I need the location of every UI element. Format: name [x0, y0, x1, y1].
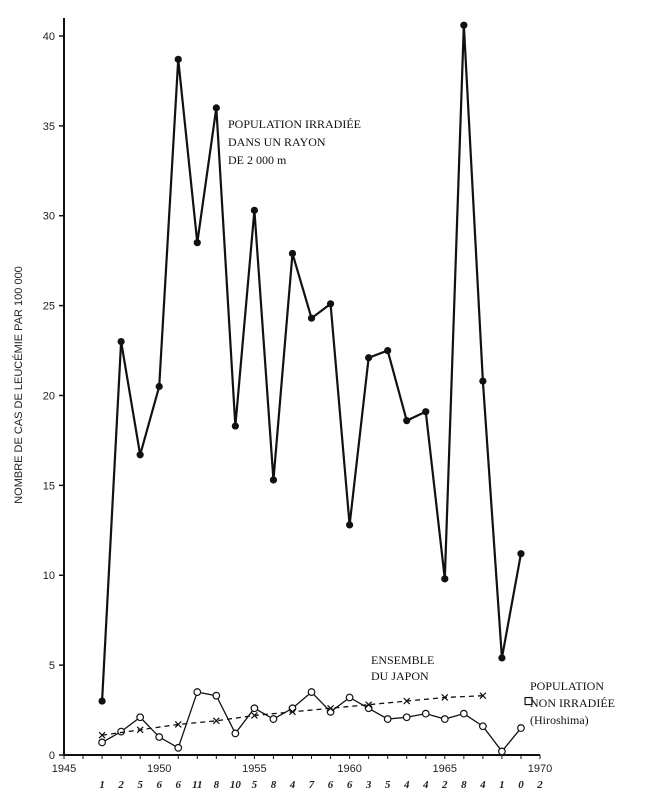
data-point [308, 689, 315, 696]
series-line [102, 692, 521, 751]
series-label: POPULATION IRRADIÉE [228, 117, 361, 131]
data-point [422, 408, 429, 415]
data-point [251, 705, 258, 712]
case-count-label: 6 [175, 779, 181, 791]
case-count-labels [99, 779, 543, 791]
data-point [156, 383, 163, 390]
data-point [517, 550, 524, 557]
case-count-label: 4 [403, 779, 410, 791]
data-point [308, 315, 315, 322]
data-point [499, 748, 506, 755]
series-label: DE 2 000 m [228, 153, 287, 167]
series-label: DANS UN RAYON [228, 135, 326, 149]
y-tick-label: 0 [48, 750, 55, 762]
case-count-label: 1 [499, 779, 505, 791]
y-tick-label: 15 [42, 480, 55, 493]
data-point [498, 654, 505, 661]
y-axis-ticks [43, 31, 64, 762]
x-tick-label: 1960 [337, 763, 362, 775]
data-point [346, 694, 353, 701]
data-point [194, 239, 201, 246]
data-point [422, 710, 429, 717]
case-count-label: 11 [192, 779, 203, 791]
case-count-label: 5 [137, 779, 143, 791]
data-point [384, 716, 391, 723]
case-count-label: 10 [229, 779, 241, 791]
data-point [137, 451, 144, 458]
data-point [327, 709, 334, 716]
data-point [232, 422, 239, 429]
x-tick-label: 1945 [51, 763, 77, 775]
y-tick-label: 35 [42, 120, 55, 133]
case-count-label: 1 [99, 779, 105, 791]
case-count-label: 4 [289, 779, 296, 791]
x-axis-ticks [52, 755, 552, 775]
series-label: NON IRRADIÉE [530, 696, 615, 710]
data-point [99, 739, 106, 746]
data-point [213, 692, 220, 699]
series-label: POPULATION [530, 679, 605, 693]
y-tick-label: 10 [42, 570, 55, 583]
data-point [461, 710, 468, 717]
case-count-label: 5 [384, 779, 391, 791]
case-count-label: 4 [423, 779, 429, 791]
data-point [251, 207, 258, 214]
case-count-label: 7 [308, 779, 315, 791]
data-point [442, 716, 449, 723]
y-tick-label: 5 [48, 660, 55, 673]
case-count-label: 2 [118, 779, 124, 791]
data-point [194, 689, 201, 696]
x-tick-label: 1955 [242, 763, 267, 775]
data-point [403, 417, 410, 424]
case-count-label: 0 [518, 779, 524, 791]
case-count-label: 2 [537, 779, 543, 791]
data-point [403, 714, 410, 721]
series-label: DU JAPON [371, 669, 429, 683]
y-axis-label: NOMBRE DE CAS DE LEUCÉMIE PAR 100 000 [13, 266, 25, 504]
x-tick-label: 1970 [527, 763, 553, 775]
case-count-label: 8 [213, 779, 220, 791]
data-point [479, 378, 486, 385]
case-count-label: 8 [270, 779, 277, 791]
data-point [270, 716, 277, 723]
case-count-label: 6 [327, 779, 334, 791]
series-1 [99, 689, 524, 755]
y-tick-label: 25 [42, 300, 55, 313]
y-tick-label: 30 [42, 210, 55, 223]
data-point [118, 338, 125, 345]
data-point [441, 575, 448, 582]
data-point [460, 22, 467, 29]
data-point [98, 697, 105, 704]
data-point [175, 56, 182, 63]
case-count-label: 8 [461, 779, 467, 791]
data-point [289, 705, 296, 712]
case-count-label: 4 [480, 779, 486, 791]
data-point [289, 250, 296, 257]
case-count-label: 6 [156, 779, 162, 791]
data-point [480, 723, 487, 730]
series-label: (Hiroshima) [530, 713, 589, 727]
x-tick-label: 1965 [432, 763, 458, 775]
case-count-label: 6 [346, 779, 353, 791]
data-point [384, 347, 391, 354]
data-point [365, 354, 372, 361]
data-point [175, 745, 182, 752]
data-point [156, 734, 163, 741]
y-tick-label: 40 [42, 30, 55, 43]
data-point [137, 714, 144, 721]
data-point [365, 705, 372, 712]
x-tick-label: 1950 [146, 763, 172, 775]
data-point [213, 104, 220, 111]
case-count-label: 3 [365, 779, 372, 791]
data-point [346, 521, 353, 528]
series-labels [228, 117, 615, 727]
series-layer [98, 22, 532, 755]
data-point [270, 476, 277, 483]
series-label: ENSEMBLE [371, 653, 435, 667]
case-count-label: 5 [251, 779, 258, 791]
case-count-label: 2 [442, 779, 448, 791]
data-point [518, 725, 525, 732]
data-point [232, 730, 239, 737]
y-tick-label: 20 [42, 390, 55, 403]
data-point [327, 300, 334, 307]
